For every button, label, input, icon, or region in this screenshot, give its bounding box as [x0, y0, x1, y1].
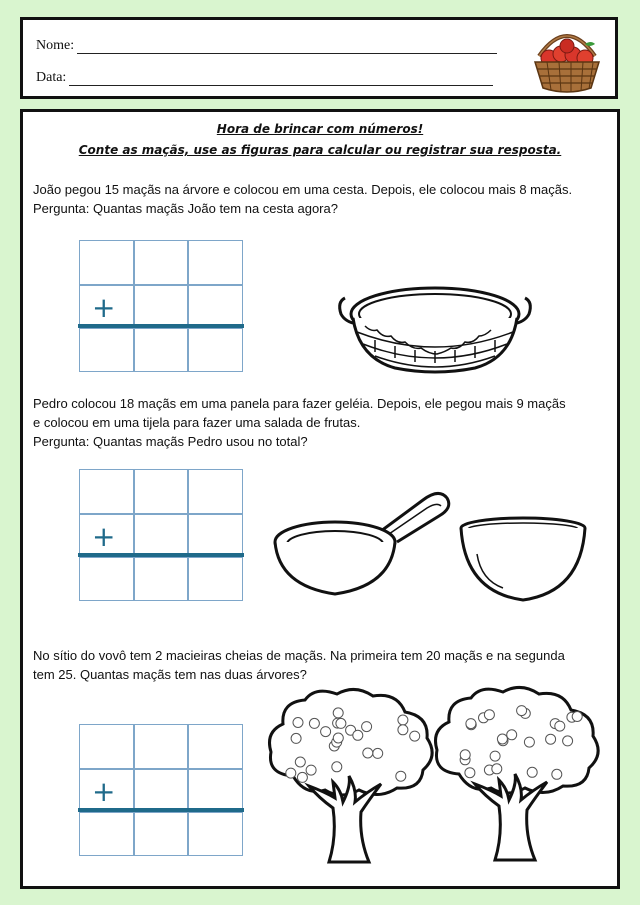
apple-icon [353, 730, 363, 740]
problem-1-text [33, 180, 613, 218]
worksheet-subtitle: Conte as maçãs, use as figuras para calcular ou registrar sua resposta. [78, 143, 562, 157]
header-box [20, 17, 618, 99]
apple-icon [333, 733, 343, 743]
name-label: Nome: [36, 38, 75, 53]
plus-sign: + [92, 775, 116, 808]
apple-tree-icon [429, 684, 605, 864]
apple-icon [362, 722, 372, 732]
name-line[interactable] [77, 39, 497, 54]
problem-2-text [33, 394, 613, 451]
problem-line: e colocou em uma tijela para fazer uma salada de frutas. [33, 415, 361, 430]
apple-icon [293, 718, 303, 728]
calc-grid-2[interactable] [79, 469, 243, 601]
answer-bar [78, 553, 244, 557]
apple-icon [336, 718, 346, 728]
problem-line: João pegou 15 maçãs na árvore e colocou em uma cesta. Depois, ele colocou mais 8 maçãs. [33, 182, 573, 197]
apple-icon [309, 718, 319, 728]
apple-icon [555, 721, 565, 731]
apple-icon [490, 751, 500, 761]
apple-icon [484, 710, 494, 720]
answer-bar [78, 324, 244, 328]
apple-icon [572, 712, 582, 722]
apple-icon [563, 736, 573, 746]
apple-icon [295, 757, 305, 767]
apple-icon [497, 734, 507, 744]
apple-icon [321, 727, 331, 737]
apple-icon [517, 706, 527, 716]
frying-pan-icon [273, 490, 453, 602]
name-field[interactable] [36, 38, 497, 54]
problem-line: Pedro colocou 18 maçãs em uma panela para fazer geléia. Depois, ele pegou mais 9 maçãs [33, 396, 566, 411]
apple-icon [398, 715, 408, 725]
apple-icon [306, 765, 316, 775]
apple-icon [527, 767, 537, 777]
apple-icon [396, 771, 406, 781]
apple-icon [460, 750, 470, 760]
date-line[interactable] [69, 71, 493, 86]
worksheet-title: Hora de brincar com números! [216, 122, 424, 136]
apple-icon [398, 725, 408, 735]
problem-line: tem 25. Quantas maçãs tem nas duas árvores? [33, 667, 307, 682]
problem-line: Pergunta: Quantas maçãs João tem na cesta agora? [33, 201, 338, 216]
apple-icon [410, 731, 420, 741]
apple-icon [492, 764, 502, 774]
calc-grid-1[interactable] [79, 240, 243, 372]
problem-line: Pergunta: Quantas maçãs Pedro usou no total? [33, 434, 308, 449]
apple-basket-icon [527, 22, 607, 96]
apple-icon [552, 769, 562, 779]
apple-icon [466, 719, 476, 729]
apple-icon [363, 748, 373, 758]
date-label: Data: [36, 70, 67, 85]
plus-sign: + [92, 291, 116, 324]
answer-bar [78, 808, 244, 812]
plus-sign: + [92, 520, 116, 553]
apple-tree-icon [263, 686, 439, 866]
apple-icon [546, 734, 556, 744]
problem-3-text [33, 646, 613, 684]
apple-icon [524, 737, 534, 747]
apple-icon [373, 748, 383, 758]
bowl-icon [457, 514, 589, 606]
apple-icon [332, 762, 342, 772]
apple-icon [297, 772, 307, 782]
date-field[interactable] [36, 70, 493, 86]
apple-icon [286, 768, 296, 778]
apple-icon [507, 730, 517, 740]
apple-icon [465, 768, 475, 778]
apple-icon [291, 733, 301, 743]
apple-icon [333, 708, 343, 718]
calc-grid-3[interactable] [79, 724, 243, 856]
basket-icon [335, 284, 535, 376]
problem-line: No sítio do vovô tem 2 macieiras cheias de maçãs. Na primeira tem 20 maçãs e na segunda [33, 648, 565, 663]
worksheet-box [20, 109, 620, 889]
